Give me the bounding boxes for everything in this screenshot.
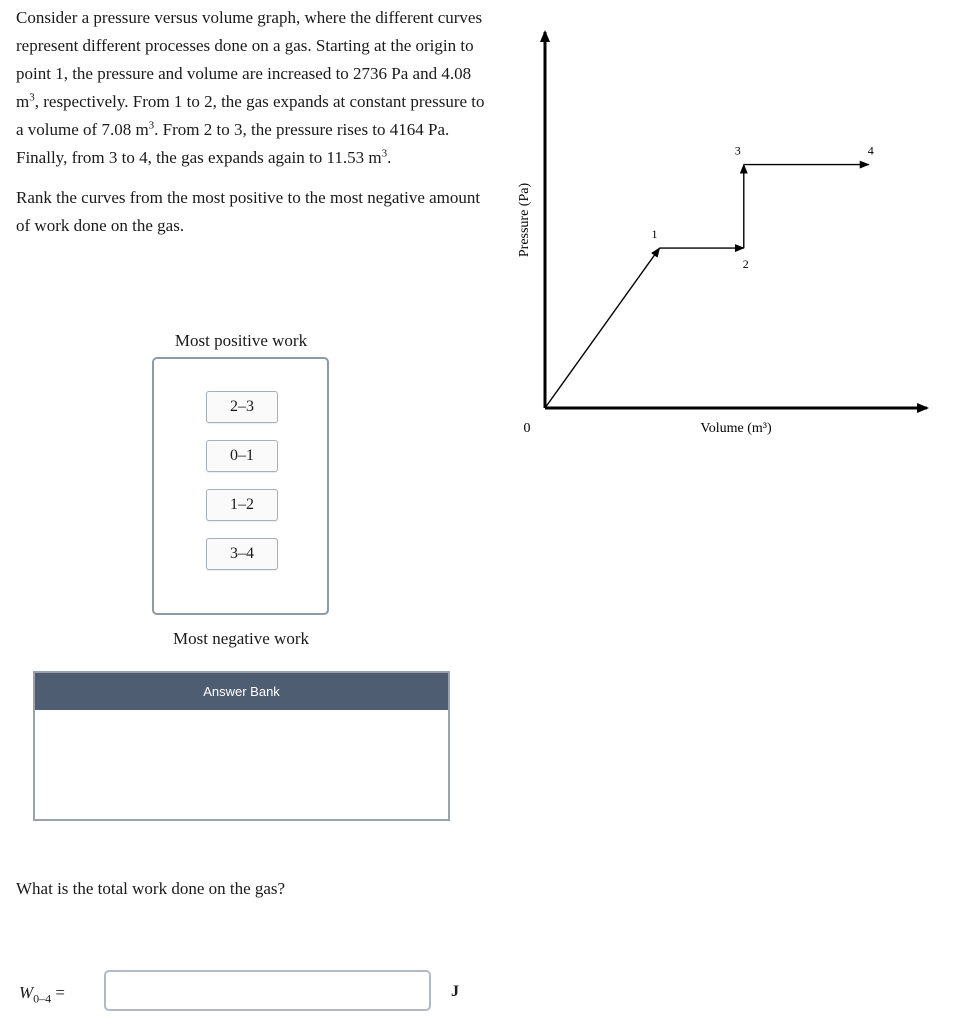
point-labels bbox=[652, 144, 874, 271]
exponent: 3 bbox=[381, 147, 388, 160]
ranking-dropzone[interactable] bbox=[152, 357, 329, 615]
intro-part-2: , respectively. From 1 to 2, the gas expands at constant pressure to a volume of 7.08 m bbox=[16, 92, 485, 139]
exponent: 3 bbox=[148, 119, 155, 132]
exponent: 3 bbox=[29, 91, 35, 104]
unit-label: J bbox=[451, 983, 459, 1000]
origin-label: 0 bbox=[523, 421, 531, 436]
point-label-2: 2 bbox=[742, 257, 749, 272]
point-label-3: 3 bbox=[734, 143, 741, 158]
problem-statement bbox=[16, 4, 486, 240]
intro-part-3: . From 2 to 3, the pressure rises to 4164 Pa. Finally, from 3 to 4, the gas expands again to 11.53 m bbox=[16, 120, 450, 167]
equals-sign: = bbox=[55, 983, 66, 1002]
answer-bank[interactable] bbox=[33, 671, 450, 821]
work-answer-input[interactable] bbox=[104, 970, 431, 1011]
rank-chip-3-4[interactable]: 3–4 bbox=[206, 538, 278, 570]
rank-chip-0-1[interactable]: 0–1 bbox=[206, 440, 278, 472]
most-negative-label: Most negative work bbox=[173, 629, 309, 648]
most-positive-label: Most positive work bbox=[174, 331, 308, 350]
rank-chip-1-2[interactable]: 1–2 bbox=[206, 489, 278, 521]
intro-part-1: Consider a pressure versus volume graph, where the different curves represent different processes done on a gas. Starting at the origin to point 1, the pressure and volume are increased to 2736 Pa and 4.08 m bbox=[16, 8, 483, 111]
work-symbol-letter: W bbox=[19, 983, 34, 1002]
work-question: What is the total work done on the gas? bbox=[16, 879, 286, 898]
problem-text bbox=[16, 4, 486, 172]
point-label-4: 4 bbox=[867, 143, 874, 158]
pv-graph bbox=[500, 20, 940, 450]
intro-part-4: . bbox=[387, 148, 392, 167]
work-symbol-subscript: 0–4 bbox=[33, 991, 52, 1006]
y-axis-label: Pressure (Pa) bbox=[517, 182, 532, 258]
rank-chip-2-3[interactable]: 2–3 bbox=[206, 391, 278, 423]
process-curves bbox=[545, 165, 869, 408]
rank-prompt: Rank the curves from the most positive to the most negative amount of work done on the gas. bbox=[16, 188, 481, 235]
x-axis-label: Volume (m³) bbox=[700, 421, 772, 436]
point-label-1: 1 bbox=[651, 227, 658, 242]
segment-0-1 bbox=[545, 248, 660, 408]
answer-bank-header: Answer Bank bbox=[35, 673, 448, 710]
work-symbol bbox=[19, 983, 65, 1006]
